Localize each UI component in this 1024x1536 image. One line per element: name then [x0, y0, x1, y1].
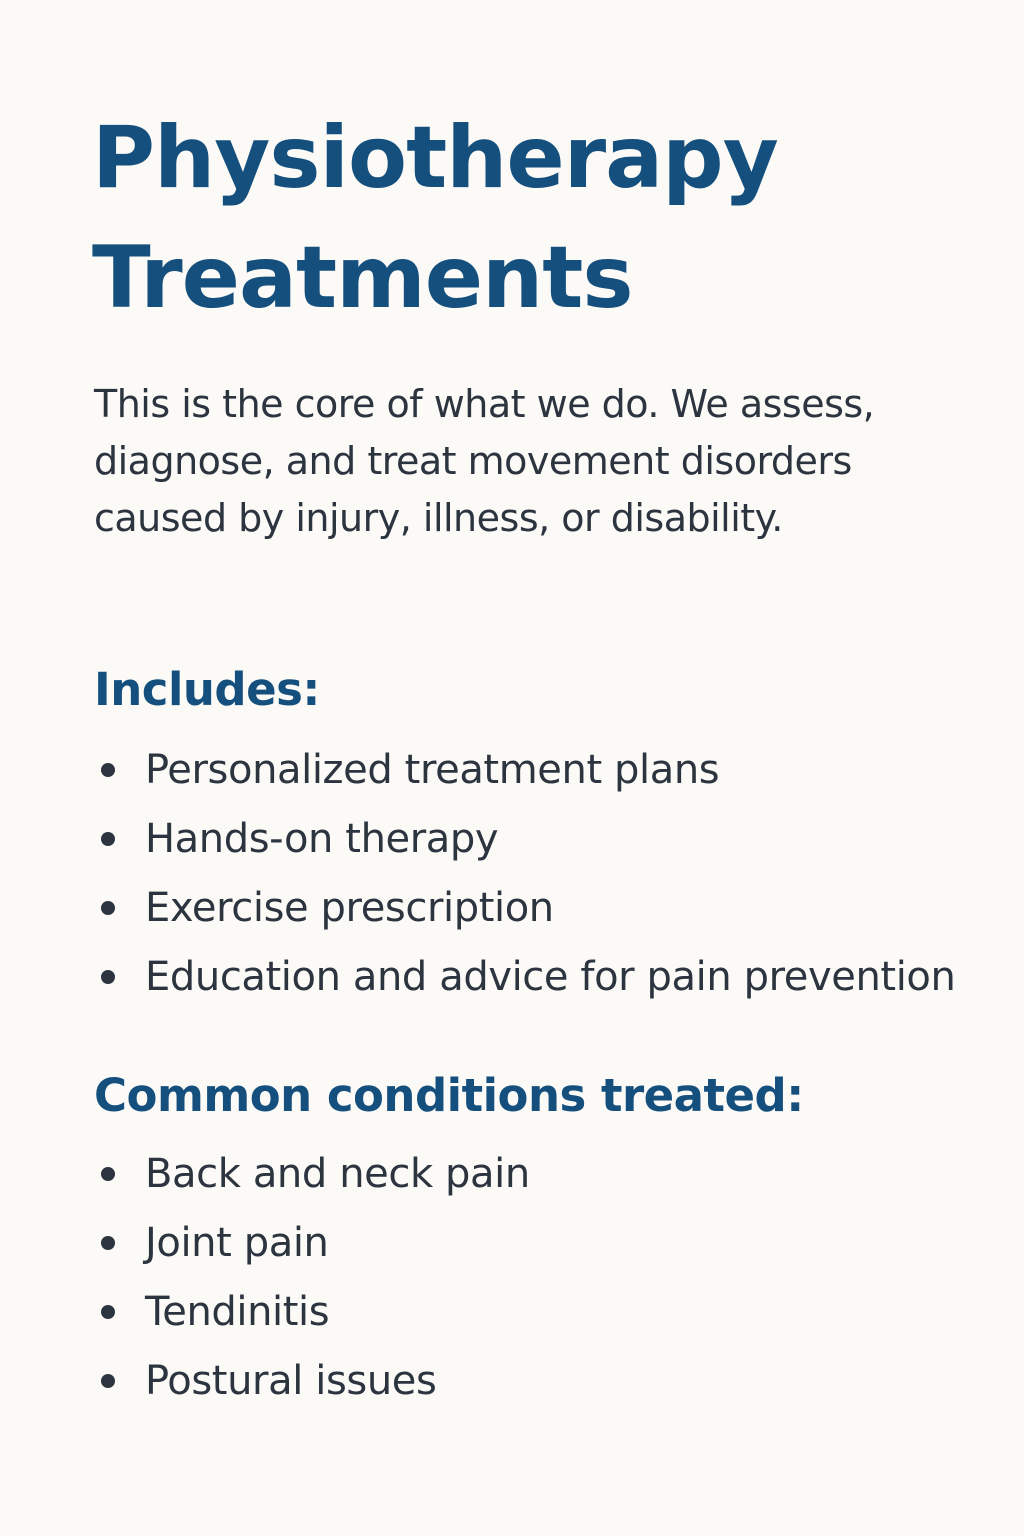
- bullet-icon: [101, 1167, 115, 1181]
- conditions-heading: Common conditions treated:: [94, 1069, 804, 1122]
- bullet-icon: [101, 1236, 115, 1250]
- conditions-item-text: Tendinitis: [145, 1289, 330, 1335]
- bullet-icon: [101, 970, 115, 984]
- includes-heading: Includes:: [94, 663, 320, 716]
- includes-item-text: Hands-on therapy: [145, 816, 499, 862]
- page-title: [92, 98, 778, 338]
- page-title-line-1: Physiotherapy: [92, 108, 778, 208]
- conditions-item-text: Postural issues: [145, 1358, 437, 1404]
- includes-item-text: Personalized treatment plans: [145, 747, 720, 793]
- conditions-item-text: Back and neck pain: [145, 1151, 530, 1197]
- bullet-icon: [101, 763, 115, 777]
- bullet-icon: [101, 1305, 115, 1319]
- bullet-icon: [101, 1374, 115, 1388]
- bullet-icon: [101, 832, 115, 846]
- page-title-line-2: Treatments: [92, 228, 633, 328]
- bullet-icon: [101, 901, 115, 915]
- includes-item-text: Education and advice for pain prevention: [145, 954, 956, 1000]
- includes-item-text: Exercise prescription: [145, 885, 554, 931]
- conditions-item-text: Joint pain: [145, 1220, 329, 1266]
- intro-paragraph: This is the core of what we do. We assess, diagnose, and treat movement disorders caused by injury, illness, or disability.: [94, 382, 875, 540]
